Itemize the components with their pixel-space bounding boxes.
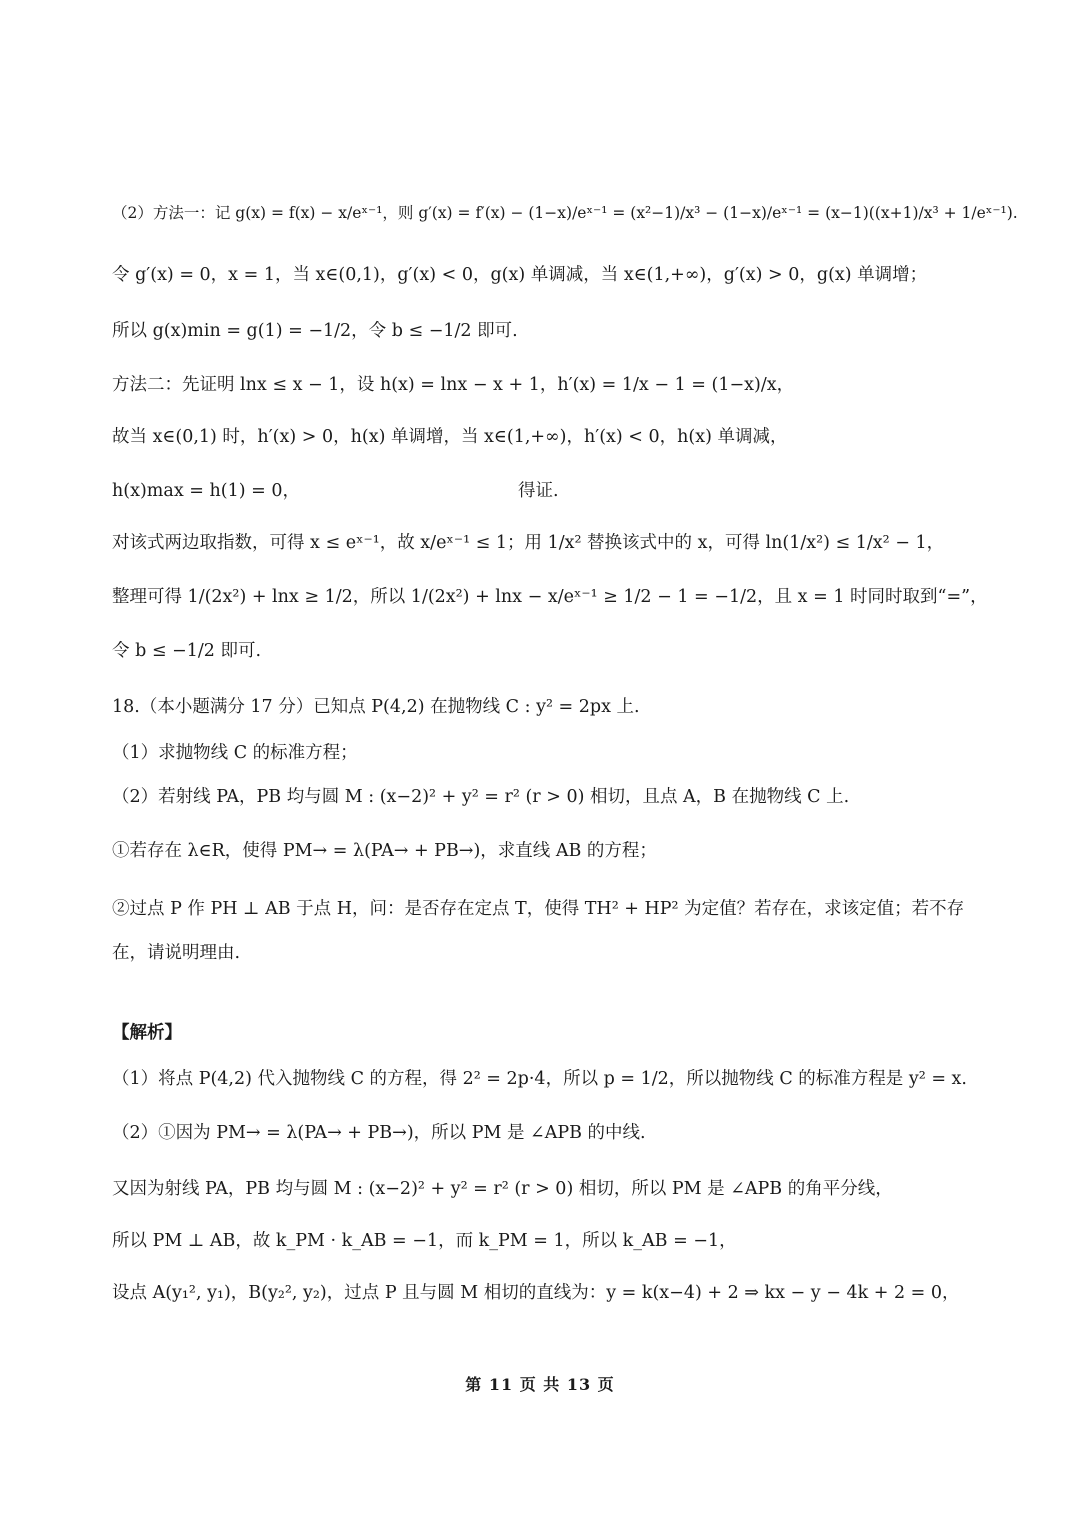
text-line-2: 令 g′(x) = 0，x = 1，当 x∈(0,1)，g′(x) < 0，g(x) 单调减，当 x∈(1,+∞)，g′(x) > 0，g(x) 单调增； xyxy=(112,265,928,285)
text-line-6b: 得证. xyxy=(518,481,559,501)
problem-18-part-2-ii-cont: 在，请说明理由. xyxy=(112,943,241,963)
text-line-4: 方法二：先证明 lnx ≤ x − 1，设 h(x) = lnx − x + 1，h′(x) = 1/x − 1 = (1−x)/x， xyxy=(112,375,795,395)
solution-line-5: 设点 A(y₁², y₁)，B(y₂², y₂)，过点 P 且与圆 M 相切的直线为：y = k(x−4) + 2 ⇒ kx − y − 4k + 2 = 0， xyxy=(112,1283,960,1303)
solution-heading: 【解析】 xyxy=(112,1023,182,1043)
text-line-1: （2）方法一：记 g(x) = f(x) − x/eˣ⁻¹，则 g′(x) = f′(x) − (1−x)/eˣ⁻¹ = (x²−1)/x³ − (1−x)/eˣ⁻¹ = (x−1)((x+1)/x³ + 1/eˣ⁻¹). xyxy=(112,204,1018,222)
solution-line-4: 所以 PM ⊥ AB，故 k_PM · k_AB = −1，而 k_PM = 1，所以 k_AB = −1， xyxy=(112,1231,737,1251)
page-footer: 第 11 页 共 13 页 xyxy=(465,1375,615,1394)
problem-18-part-2-ii: ②过点 P 作 PH ⊥ AB 于点 H，问：是否存在定点 T，使得 TH² + HP² 为定值？若存在，求该定值；若不存 xyxy=(112,899,965,919)
text-line-8: 整理可得 1/(2x²) + lnx ≥ 1/2，所以 1/(2x²) + lnx − x/eˣ⁻¹ ≥ 1/2 − 1 = −1/2，且 x = 1 时同时取到“=”， xyxy=(112,587,988,607)
solution-line-2: （2）①因为 PM→ = λ(PA→ + PB→)，所以 PM 是 ∠APB 的中线. xyxy=(112,1123,646,1143)
text-line-9: 令 b ≤ −1/2 即可. xyxy=(112,641,262,661)
solution-line-1: （1）将点 P(4,2) 代入抛物线 C 的方程，得 2² = 2p·4，所以 p = 1/2，所以抛物线 C 的标准方程是 y² = x. xyxy=(112,1069,967,1089)
text-line-6a: h(x)max = h(1) = 0， xyxy=(112,481,300,501)
problem-18-part-2-i: ①若存在 λ∈R，使得 PM→ = λ(PA→ + PB→)，求直线 AB 的方程； xyxy=(112,841,657,861)
solution-line-3: 又因为射线 PA，PB 均与圆 M : (x−2)² + y² = r² (r > 0) 相切，所以 PM 是 ∠APB 的角平分线， xyxy=(112,1179,893,1199)
text-line-7: 对该式两边取指数，可得 x ≤ eˣ⁻¹，故 x/eˣ⁻¹ ≤ 1；用 1/x² 替换该式中的 x，可得 ln(1/x²) ≤ 1/x² − 1， xyxy=(112,533,945,553)
text-line-5: 故当 x∈(0,1) 时，h′(x) > 0，h(x) 单调增，当 x∈(1,+∞)，h′(x) < 0，h(x) 单调减， xyxy=(112,427,788,447)
problem-18-part-2: （2）若射线 PA，PB 均与圆 M : (x−2)² + y² = r² (r > 0) 相切，且点 A，B 在抛物线 C 上. xyxy=(112,787,850,807)
problem-18-part-1: （1）求抛物线 C 的标准方程； xyxy=(112,743,358,763)
problem-18-title: 18.（本小题满分 17 分）已知点 P(4,2) 在抛物线 C : y² = 2px 上. xyxy=(112,697,640,717)
text-line-3: 所以 g(x)min = g(1) = −1/2，令 b ≤ −1/2 即可. xyxy=(112,321,518,341)
